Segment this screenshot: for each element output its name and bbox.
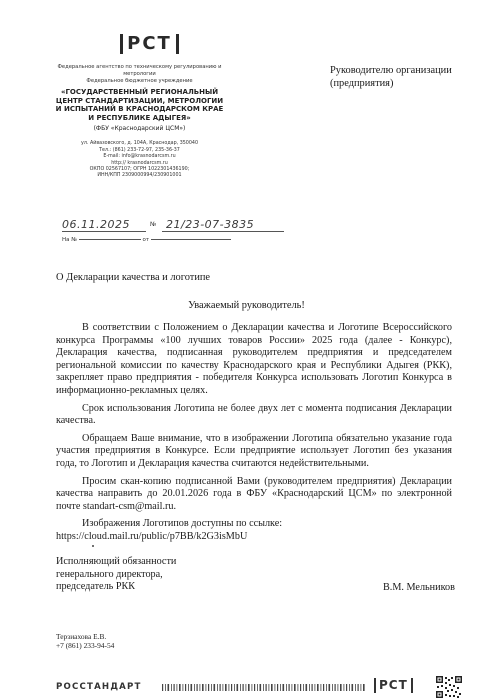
qr-code-icon (436, 676, 462, 698)
addressee (330, 64, 470, 90)
contact-inn-kpp: ИНН/КПП 2309000994/230901001 (97, 173, 182, 179)
paragraph-1: В соответствии с Положением о Декларации качества и Логотипе Всероссийского конкурса Программы «100 лучших товаров России» 2025 года (далее - Конкурс), Декларация качества, подписанная руководителем предприятия и председателем региональной комиссии по качеству Краснодарского края и Республики Адыгея (РКК), закрепляет право предприятия - победителя Конкурса использовать Логотип Конкурса в информационно-рекламных целях. (56, 322, 452, 396)
reference-date-line (151, 239, 231, 240)
reference-row (62, 237, 231, 243)
footer-brand: РОССТАНДАРТ (56, 682, 142, 692)
contact-email: E-mail: info@krasnodarcsm.ru (103, 154, 176, 160)
addressee-line-1: Руководителю организации (330, 65, 452, 76)
footer-barcode-strip (162, 683, 367, 692)
signer-title-line-3: председатель РКК (56, 581, 136, 593)
registration-number: 21/23-07-3835 (166, 218, 255, 231)
salutation: Уважаемый руководитель! (188, 300, 305, 311)
contact-website: http:// krasnodarcsm.ru (111, 160, 168, 166)
institution-type: Федеральное бюджетное учреждение (86, 78, 193, 84)
letter-subject: О Декларации качества и логотипе (56, 272, 211, 283)
reference-number-line (79, 239, 141, 240)
contact-phone: Тел.: (861) 233-72-97, 235-36-37 (99, 147, 180, 153)
registration-number-sign: № (150, 221, 157, 228)
agency-name: Федеральное агентство по техническому регулированию и метрологии (57, 64, 222, 77)
signer-title-line-1: Исполняющий обязанности (56, 556, 177, 567)
reference-from-label: от (142, 237, 150, 243)
number-underline (162, 231, 284, 232)
signer-title-line-2: генерального директора, (56, 568, 163, 580)
contacts-block (52, 141, 227, 179)
paragraph-4: Просим скан-копию подписанной Вами (руководителем предприятия) Декларации качества направить до 20.01.2026 года в ФБУ «Краснодарский ЦСМ» по электронной почте standart-csm@mail.ru. (56, 475, 452, 512)
performer-phone: +7 (861) 233-94-54 (56, 641, 115, 650)
reference-number-label: На № (62, 237, 77, 243)
signer-title (56, 556, 176, 594)
performer-name: Терзиахова Е.В. (56, 632, 107, 641)
registration-block (62, 216, 292, 246)
signer-name: В.М. Мельников (383, 582, 455, 593)
addressee-line-2: (предприятия) (330, 78, 394, 89)
logo-download-link[interactable]: https://cloud.mail.ru/public/p7BB/k2G3isMbU (56, 530, 248, 542)
organization-name: «ГОСУДАРСТВЕННЫЙ РЕГИОНАЛЬНЫЙ ЦЕНТР СТАНДАРТИЗАЦИИ, МЕТРОЛОГИИ И ИСПЫТАНИЙ В КРАСНОДАРСКОМ КРАЕ И РЕСПУБЛИКЕ АДЫГЕЯ» (55, 88, 224, 122)
rst-logo: РСТ (120, 34, 179, 54)
footer (56, 676, 468, 698)
organization-short-name: (ФБУ «Краснодарский ЦСМ») (93, 125, 186, 133)
contact-okpo-ogrn: ОКПО 02567107; ОГРН 1022301436190; (89, 167, 190, 172)
registration-date: 06.11.2025 (62, 218, 130, 231)
paragraph-2: Срок использования Логотипа не более двух лет с момента подписания Декларации качества. (56, 402, 452, 427)
paragraph-3: Обращаем Ваше внимание, что в изображении Логотипа обязательно указание года участия предприятия в Конкурсе. Если предприятие использует Логотип без указания года, то Логотип и Декларация качества считаются недействительными. (56, 432, 452, 469)
footer-rst-logo: РСТ (374, 678, 413, 693)
letterhead (52, 34, 227, 180)
contact-address: ул. Айвазовского, д. 104А, Краснодар, 350040 (80, 141, 199, 147)
dot-mark (92, 545, 94, 547)
date-underline (62, 231, 146, 232)
paragraph-5-intro: Изображения Логотипов доступны по ссылке: (82, 518, 283, 530)
letter-body (56, 322, 452, 549)
performer-block (56, 632, 114, 650)
